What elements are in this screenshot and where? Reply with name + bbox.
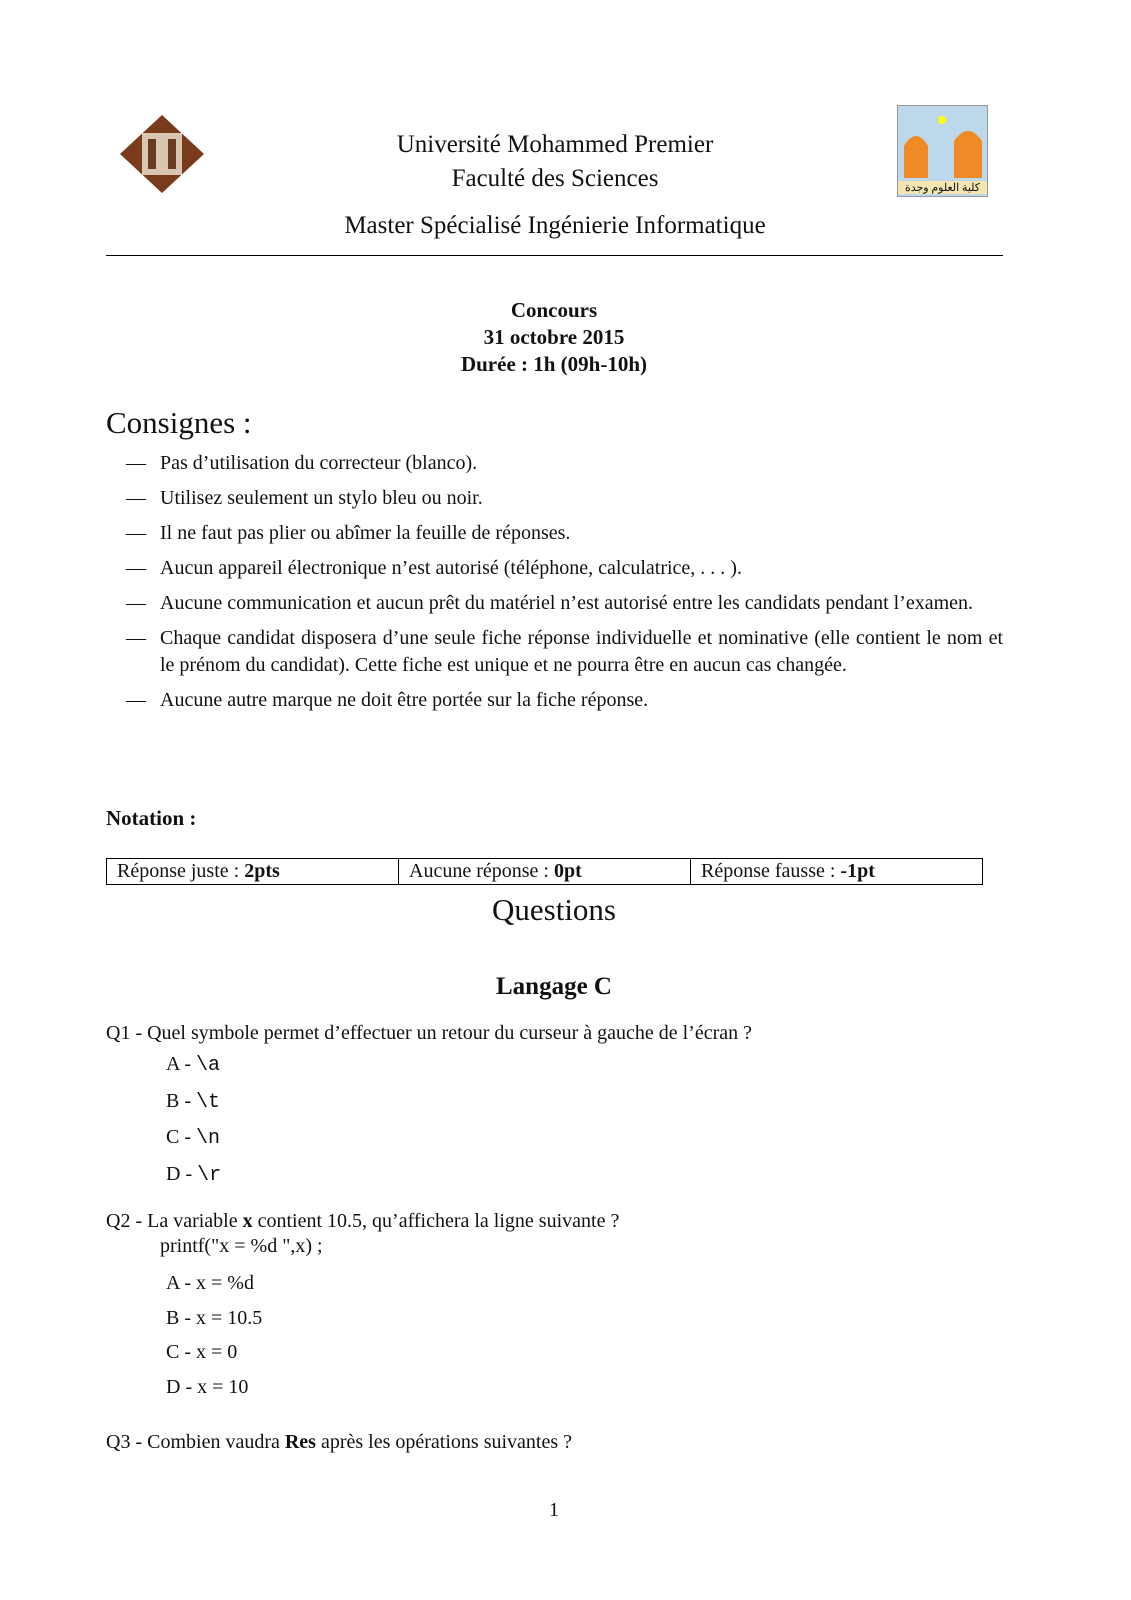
exam-date: 31 octobre 2015: [483, 325, 625, 349]
list-item: — Il ne faut pas plier ou abîmer la feuille de réponses.: [106, 520, 1003, 547]
exam-title: Concours: [510, 298, 598, 322]
option: D - \r: [166, 1162, 222, 1187]
consignes-heading: Consignes :: [106, 405, 252, 440]
notation-cell: Réponse fausse : -1pt: [691, 859, 983, 885]
questions-heading: Questions: [492, 892, 616, 927]
faculty-name: Faculté des Sciences: [451, 165, 659, 192]
option: C - \n: [166, 1126, 221, 1150]
section-heading: Langage C: [496, 973, 612, 1000]
code-line: printf("x = %d ",x) ;: [160, 1235, 323, 1257]
question-2: Q2 - La variable x contient 10.5, qu’affichera la ligne suivante ? printf("x = %d ",x) ; A - x = %d B - x = 10.5 C - x = 0 D - x = 10: [106, 1210, 1003, 1404]
program-name: Master Spécialisé Ingénierie Informatique: [344, 212, 766, 239]
page-number: 1: [549, 1499, 559, 1521]
consignes-list: [106, 450, 1003, 722]
notation-cell: Réponse juste : 2pts: [107, 859, 399, 885]
faculty-logo-text: كلية العلوم وجدة: [898, 181, 987, 194]
option: D - x = 10: [166, 1375, 249, 1398]
question-3: Q3 - Combien vaudra Res après les opérations suivantes ?: [106, 1431, 573, 1453]
list-item: — Aucun appareil électronique n’est autorisé (téléphone, calculatrice, . . . ).: [106, 555, 1003, 582]
list-item: — Pas d’utilisation du correcteur (blanco).: [106, 450, 1003, 477]
university-logo: [118, 113, 206, 195]
list-item: — Utilisez seulement un stylo bleu ou noir.: [106, 485, 1003, 512]
list-item: — Chaque candidat disposera d’une seule fiche réponse individuelle et nominative (elle contient le nom et le prénom du candidat). Cette fiche est unique et ne pourra être en aucun cas changée.: [106, 625, 1003, 679]
university-name: Université Mohammed Premier: [396, 131, 714, 158]
notation-table: [106, 858, 983, 885]
option: A - \a: [166, 1053, 221, 1077]
header-divider: [106, 255, 1003, 256]
option: B - x = 10.5: [166, 1306, 263, 1329]
faculty-logo: [897, 105, 988, 197]
list-item: — Aucune communication et aucun prêt du matériel n’est autorisé entre les candidats pendant l’examen.: [106, 590, 1003, 617]
question-1: Q1 - Quel symbole permet d’effectuer un retour du curseur à gauche de l’écran ? A - \a B - \t C - \n D - \r: [106, 1022, 1003, 1193]
notation-cell: Aucune réponse : 0pt: [399, 859, 691, 885]
list-item: — Aucune autre marque ne doit être portée sur la fiche réponse.: [106, 687, 1003, 714]
exam-duration: Durée : 1h (09h-10h): [460, 352, 648, 376]
option: A - x = %d: [166, 1272, 254, 1294]
option: C - x = 0: [166, 1341, 238, 1363]
option: B - \t: [166, 1089, 221, 1114]
notation-heading: Notation :: [106, 806, 197, 830]
